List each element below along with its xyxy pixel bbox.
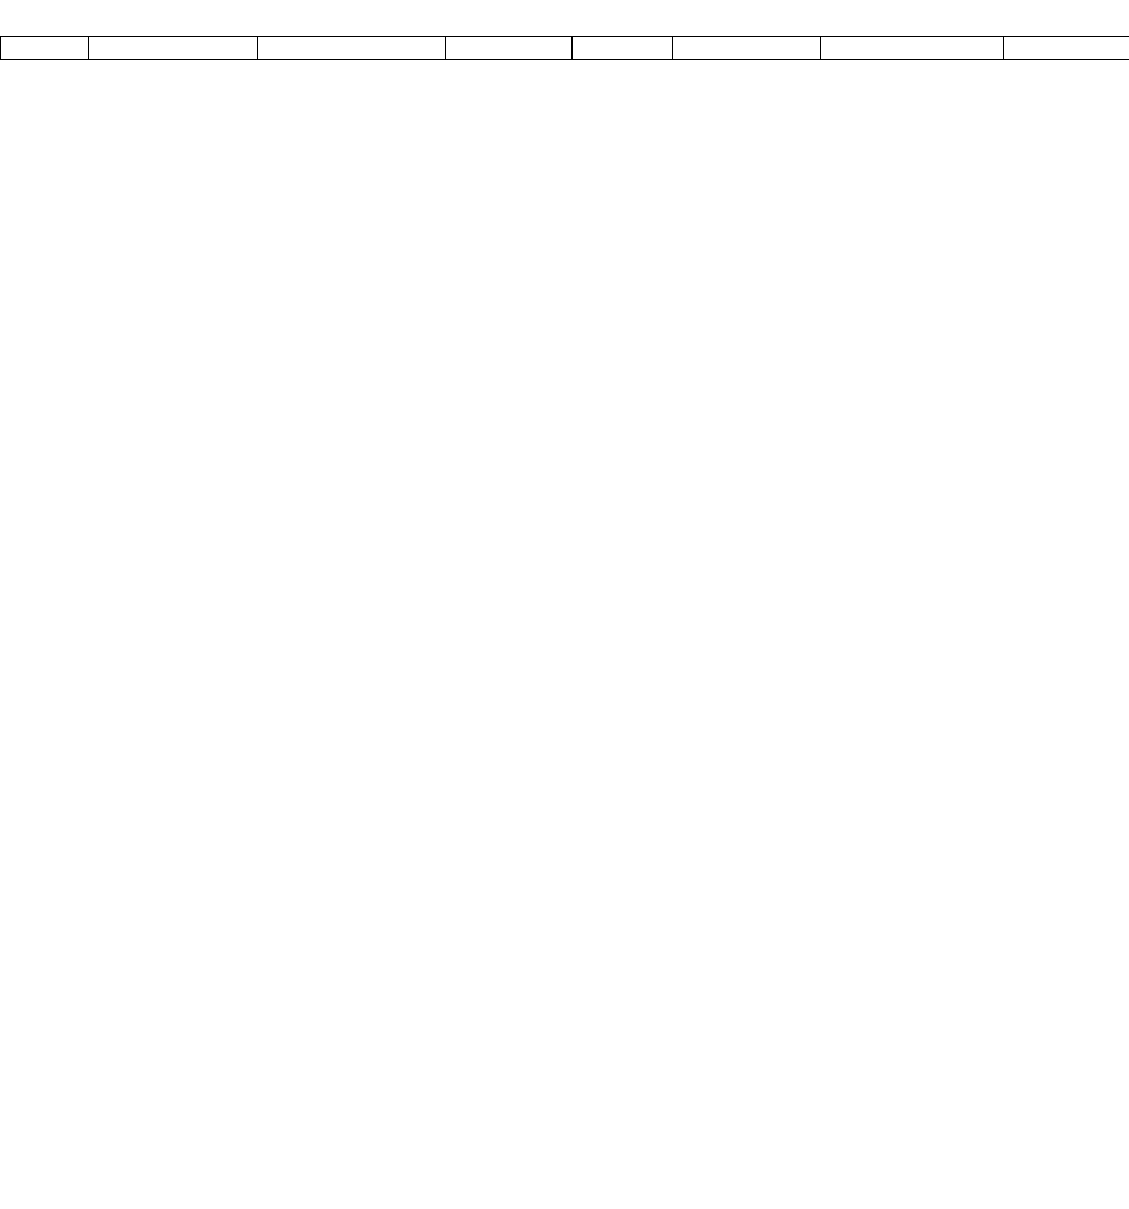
header-route [1, 37, 89, 60]
page-title [0, 0, 1129, 36]
header-start [673, 37, 821, 60]
header-end [258, 37, 446, 60]
bus-schedule-table [0, 36, 1129, 60]
header-route [572, 37, 673, 60]
header-start [89, 37, 258, 60]
header-row [1, 37, 1129, 60]
header-time [1004, 37, 1129, 60]
header-time [446, 37, 572, 60]
header-end [821, 37, 1004, 60]
